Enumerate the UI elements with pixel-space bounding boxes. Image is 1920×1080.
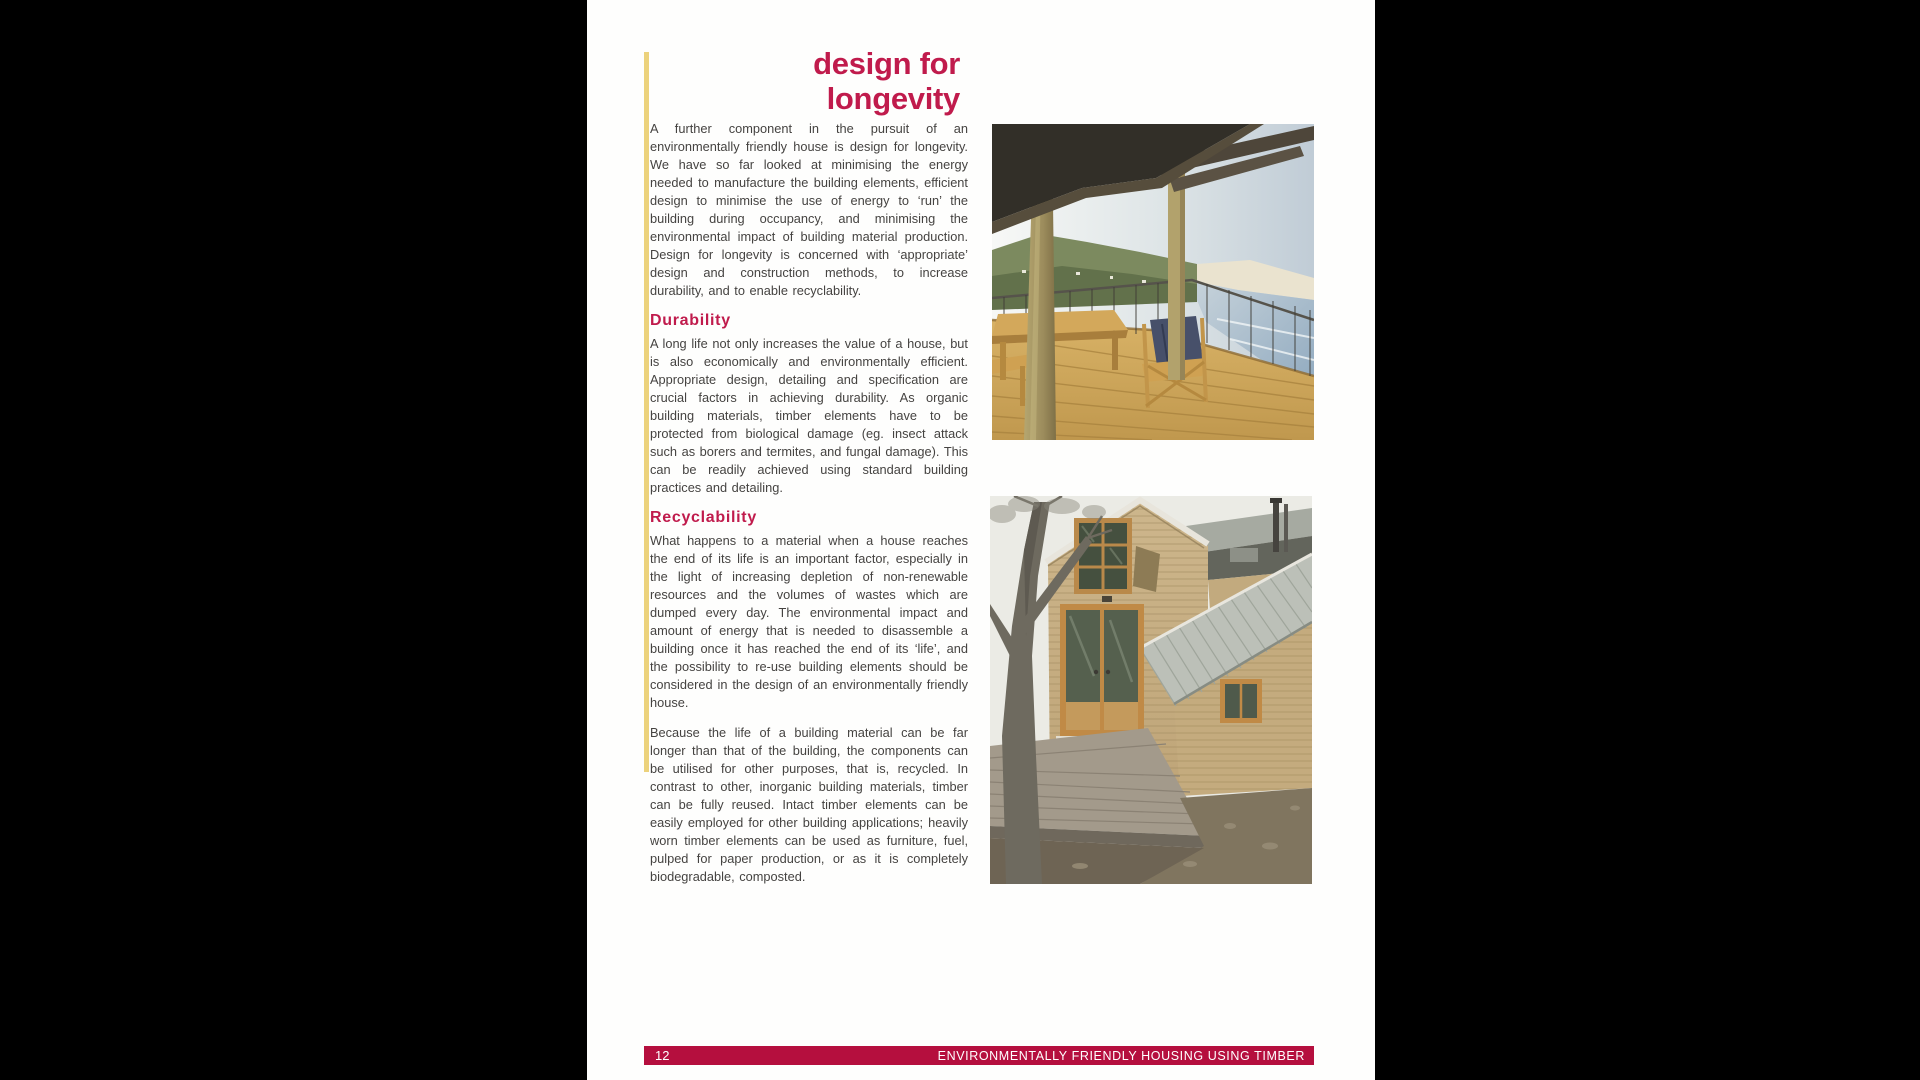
recyclability-paragraph-1: What happens to a material when a house reaches the end of its life is an important factor, especially in the light of increasing depletion of non-renewable resources and the volumes of wastes which are dumped every day. The environmental impact and amount of energy that is needed to disassemble a building once it has reached the end of its ‘life’, and the possibility to re-use building elements should be considered in the design of an environmentally friendly house. xyxy=(650,533,968,710)
page-title-line2: longevity xyxy=(826,81,960,116)
section-heading-durability: Durability xyxy=(650,312,731,329)
document-page xyxy=(587,0,1375,1080)
footer-bar xyxy=(644,1046,1314,1065)
recyclability-paragraph-2: Because the life of a building material can be far longer than that of the building, the components can be utilised for other purposes, that is, recycled. In contrast to other, inorganic building materials, timber can be fully reused. Intact timber elements can be easily employed for other building applications; heavily worn timber elements can be used as furniture, fuel, pulped for paper production, or as it is completely biodegradable, composted. xyxy=(650,725,968,884)
page-title-line1: design for xyxy=(813,46,960,81)
footer-title: ENVIRONMENTALLY FRIENDLY HOUSING USING TIMBER xyxy=(937,1048,1305,1063)
timber-house-photo-graphic xyxy=(990,496,1312,884)
vertical-accent-rule xyxy=(644,52,649,772)
deck-ocean-photo-graphic xyxy=(992,124,1314,440)
page-title xyxy=(627,46,960,116)
page-number: 12 xyxy=(655,1048,670,1063)
body-text-column xyxy=(650,120,968,898)
deck-ocean-photo xyxy=(992,124,1314,440)
durability-paragraph: A long life not only increases the value of a house, but is also economically and environmentally efficient. Appropriate design, detailing and specification are crucial factors in achieving durability. As organic building materials, timber elements have to be protected from biological damage (eg. insect attack such as borers and termites, and fungal damage). This can be readily achieved using standard building practices and detailing. xyxy=(650,336,968,495)
section-heading-recyclability: Recyclability xyxy=(650,509,757,526)
intro-paragraph: A further component in the pursuit of an environmentally friendly house is design for longevity. We have so far looked at minimising the energy needed to manufacture the building elements, efficient design to minimise the use of energy to ‘run’ the building during occupancy, and minimising the environmental impact of building material production. Design for longevity is concerned with ‘appropriate’ design and construction methods, to increase durability, and to enable recyclability. xyxy=(650,121,968,298)
timber-house-photo xyxy=(990,496,1312,884)
